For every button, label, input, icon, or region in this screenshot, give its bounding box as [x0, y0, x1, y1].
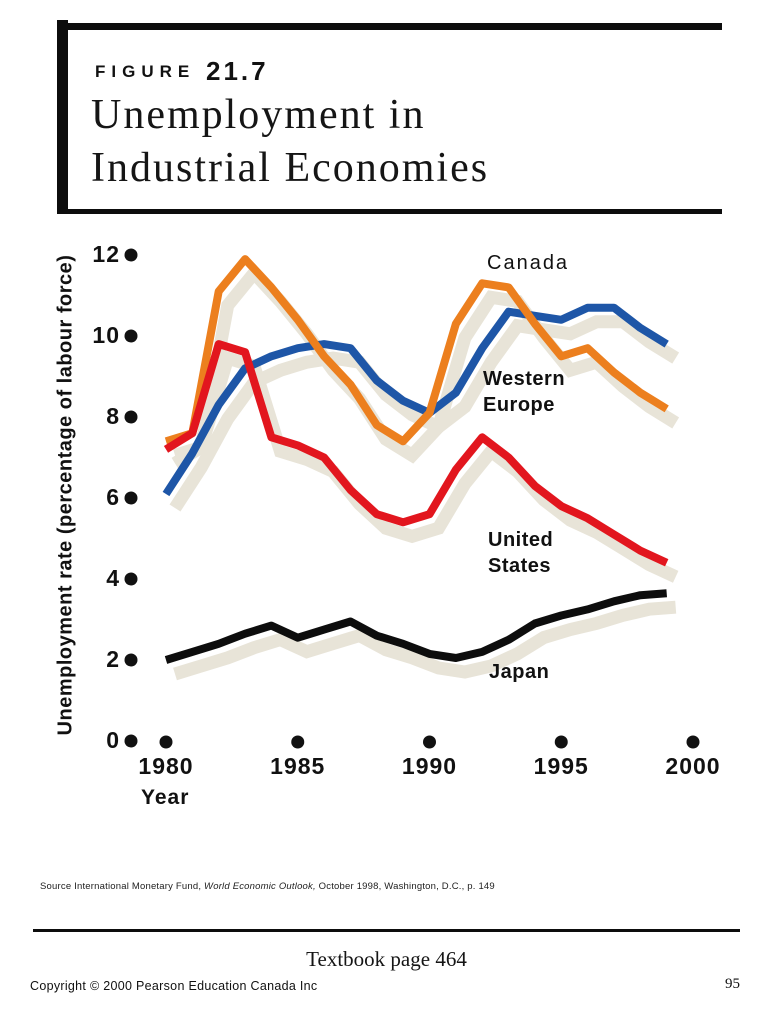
- x-tick-label: 1985: [270, 753, 326, 779]
- x-tick-label: 1980: [138, 753, 194, 779]
- y-tick-bullet: [125, 249, 138, 262]
- source-note: [40, 881, 495, 892]
- x-axis-title: Year: [141, 786, 190, 809]
- x-tick-label: 2000: [665, 753, 721, 779]
- series-label-western-europe-line1: Western: [483, 368, 566, 390]
- series-label-japan: Japan: [489, 661, 550, 683]
- y-tick-bullet: [125, 573, 138, 586]
- y-tick-label: 10: [92, 322, 120, 348]
- series-label-united-states: [488, 527, 553, 579]
- x-tick-bullet: [291, 736, 304, 749]
- y-tick-bullet: [125, 654, 138, 667]
- y-tick-label: 4: [106, 565, 120, 591]
- series-label-canada: Canada: [487, 252, 570, 274]
- series-label-united-states-line1: United: [488, 529, 554, 551]
- source-note-suffix: October 1998, Washington, D.C., p. 149: [315, 881, 495, 892]
- page-number: 95: [725, 976, 740, 992]
- x-tick-bullet: [687, 736, 700, 749]
- x-tick-label: 1995: [533, 753, 589, 779]
- y-tick-label: 8: [106, 403, 120, 429]
- y-tick-label: 2: [106, 646, 120, 672]
- figure-kicker: FIGURE: [95, 62, 196, 81]
- x-tick-label: 1990: [401, 753, 458, 779]
- source-note-work-title: World Economic Outlook,: [204, 881, 316, 892]
- textbook-page-reference: Textbook page 464: [306, 947, 467, 971]
- y-tick-label: 12: [92, 241, 120, 267]
- japan-line-shadow: [175, 607, 676, 674]
- y-tick-label: 6: [106, 484, 120, 510]
- series-label-western-europe-line2: Europe: [483, 394, 555, 416]
- copyright-notice: Copyright © 2000 Pearson Education Canada Inc: [30, 979, 318, 993]
- y-tick-bullet: [125, 411, 138, 424]
- y-axis-title: Unemployment rate (percentage of labour force): [54, 254, 77, 736]
- series-label-western-europe: [483, 366, 565, 418]
- y-tick-label: 0: [106, 727, 120, 753]
- figure-title-line1: Unemployment in: [91, 92, 426, 138]
- x-tick-bullet: [423, 736, 436, 749]
- y-tick-bullet: [125, 330, 138, 343]
- x-tick-bullet: [555, 736, 568, 749]
- series-label-united-states-line2: States: [488, 555, 552, 577]
- x-tick-bullet: [160, 736, 173, 749]
- figure-number: 21.7: [206, 56, 269, 86]
- source-note-prefix: Source International Monetary Fund,: [40, 881, 205, 892]
- y-tick-bullet: [125, 492, 138, 505]
- figure-title-line2: Industrial Economies: [91, 145, 490, 191]
- footer-rule: [33, 929, 740, 932]
- y-tick-bullet: [125, 735, 138, 748]
